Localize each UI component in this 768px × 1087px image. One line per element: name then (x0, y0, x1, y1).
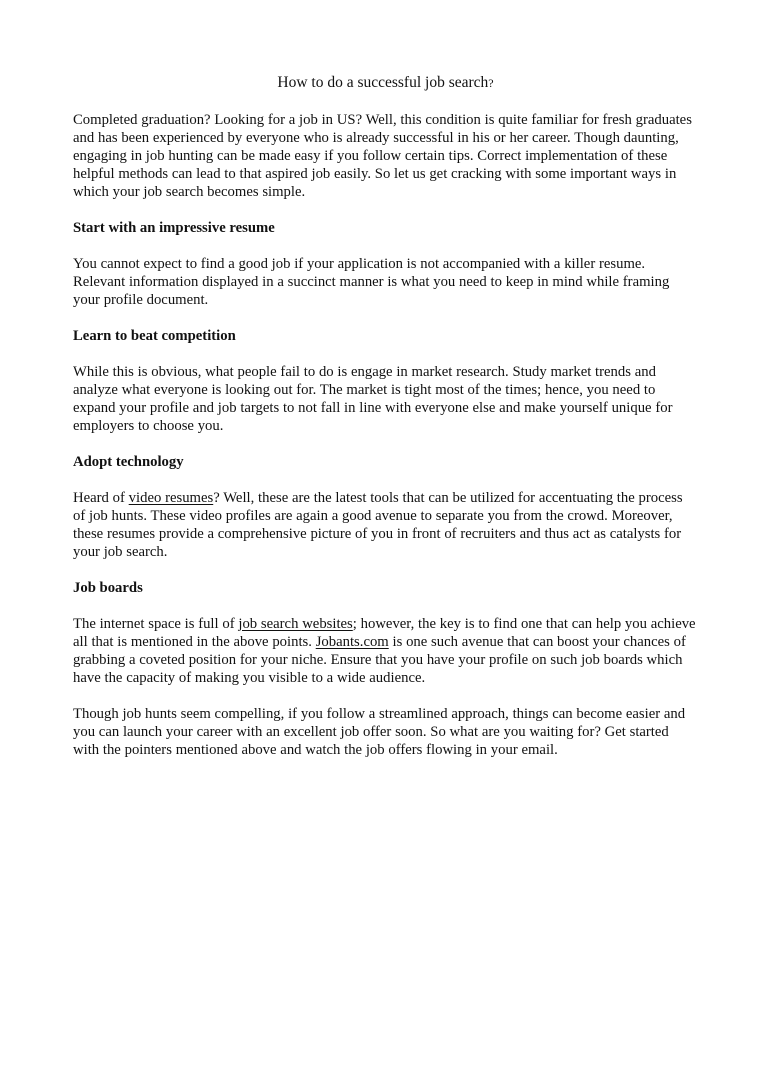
technology-text-post: ? Well, these are the latest tools that can be utilized for accentuating the process of job hunts. These video profiles are again a good avenue to separate you from the crowd. Moreover, these resumes provide a comprehensive picture of you in front of recruiters and thus act as catalysts for your job search. (73, 490, 683, 560)
closing-paragraph: Though job hunts seem compelling, if you follow a streamlined approach, things can become easier and you can launch your career with an excellent job offer soon. So what are you waiting for? Get started with the pointers mentioned above and watch the job offers flowing in your email. (73, 706, 686, 758)
job-boards-text-post: is one such avenue that can boost your chances of grabbing a coveted position for your niche. Ensure that you have your profile on such job boards which have the capacity of making you visible to a wide audience. (73, 634, 686, 686)
title-text: How to do a successful job search (277, 74, 489, 91)
title-question-mark: ? (488, 76, 494, 90)
job-boards-text-mid: ; however, the key is to find one that can help you achieve all that is mentioned in the above points. (73, 616, 696, 650)
section-body-job-boards (73, 615, 698, 687)
technology-text-pre: Heard of (73, 490, 129, 506)
job-search-websites-link[interactable]: job search websites (238, 616, 353, 632)
section-body-technology (73, 489, 698, 561)
document-title (73, 74, 698, 92)
section-heading-resume: Start with an impressive resume (73, 220, 275, 236)
jobants-link[interactable]: Jobants.com (315, 634, 389, 650)
section-body-resume: You cannot expect to find a good job if your application is not accompanied with a killer resume. Relevant information displayed in a succinct manner is what you need to keep in mind while framing your profile document. (73, 256, 670, 308)
intro-paragraph: Completed graduation? Looking for a job in US? Well, this condition is quite familiar for fresh graduates and has been experienced by everyone who is already successful in his or her career. Though daunting, engaging in job hunting can be made easy if you follow certain tips. Correct implementation of these helpful methods can lead to that aspired job easily. So let us get cracking with some important ways in which your job search becomes simple. (73, 112, 692, 200)
video-resumes-link[interactable]: video resumes (128, 490, 214, 506)
section-body-competition: While this is obvious, what people fail to do is engage in market research. Study market trends and analyze what everyone is looking out for. The market is tight most of the times; hence, you need to expand your profile and job targets to not fall in line with everyone else and make yourself unique for employers to choose you. (73, 364, 673, 434)
job-boards-text-pre: The internet space is full of (73, 616, 239, 632)
section-heading-job-boards: Job boards (73, 580, 143, 596)
section-heading-competition: Learn to beat competition (73, 328, 236, 344)
section-heading-technology: Adopt technology (73, 454, 184, 470)
